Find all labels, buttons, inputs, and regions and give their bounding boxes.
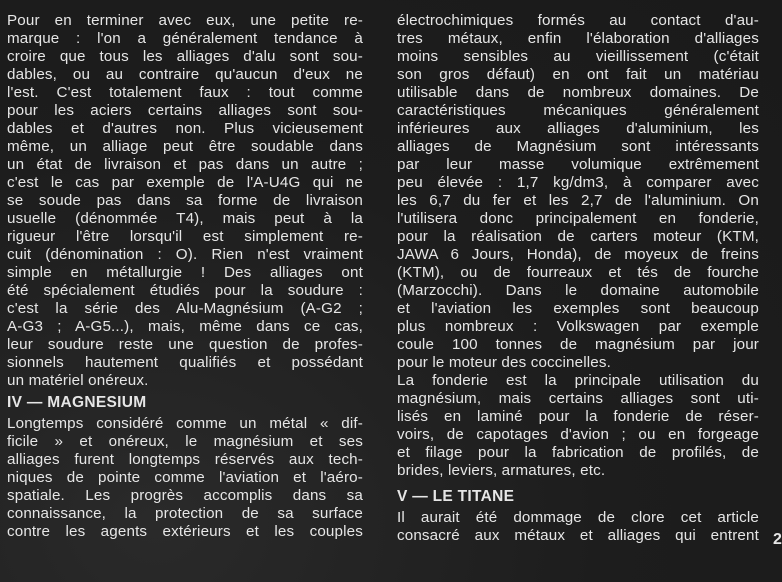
text-line: plus nombreux : Volkswagen par exemple xyxy=(397,318,759,335)
text-line: voirs, de capotages d'avion ; ou en forgeage xyxy=(397,426,759,443)
paragraph-titane-intro xyxy=(397,509,759,545)
text-line: et filage pour la fabrication de profilés, de xyxy=(397,444,759,461)
paragraph-aluminium-welding xyxy=(7,12,363,390)
text-line: moins sensibles au vieillissement (c'était xyxy=(397,48,759,65)
text-line: magnésium, mais certains alliages sont uti- xyxy=(397,390,759,407)
text-line: l'utilisera donc principalement en fonderie, xyxy=(397,210,759,227)
text-line: contre les agents extérieurs et les couples xyxy=(7,523,363,540)
text-line: caractéristiques mécaniques généralement xyxy=(397,102,759,119)
paragraph-magnesium-intro xyxy=(7,415,363,541)
text-line: dables et d'autres non. Plus vicieusement xyxy=(7,120,363,137)
text-line: électrochimiques formés au contact d'au- xyxy=(397,12,759,29)
section-heading-titane: V — LE TITANE xyxy=(397,488,515,505)
text-line: leur soudure reste une question de profes- xyxy=(7,336,363,353)
text-line: les 6,7 du fer et les 2,7 de l'aluminium. On xyxy=(397,192,759,209)
text-line: Il aurait été dommage de clore cet article xyxy=(397,509,759,526)
text-line: connaissance, la protection de sa surface xyxy=(7,505,363,522)
text-line: dables, ou au contraire qu'aucun d'eux ne xyxy=(7,66,363,83)
text-line: peu élevée : 1,7 kg/dm3, à comparer avec xyxy=(397,174,759,191)
text-line: alliages de Magnésium sont intéressants xyxy=(397,138,759,155)
text-line: rigueur l'être lorsqu'il est simplement re- xyxy=(7,228,363,245)
text-line: lisés en laminé pour la fonderie de réser- xyxy=(397,408,759,425)
text-line: A-G3 ; A-G5...), mais, même dans ce cas, xyxy=(7,318,363,335)
text-line: sionnels hautement qualifiés et possédant xyxy=(7,354,363,371)
text-line: niques de pointe comme l'aviation et l'aéro- xyxy=(7,469,363,486)
text-line: La fonderie est la principale utilisation du xyxy=(397,372,759,389)
text-line: utilisable dans de nombreux domaines. De xyxy=(397,84,759,101)
text-line: cuit (dénomination : O). Rien n'est vraiment xyxy=(7,246,363,263)
text-line: même, un alliage peut être soudable dans xyxy=(7,138,363,155)
text-line: c'est la série des Alu-Magnésium (A-G2 ; xyxy=(7,300,363,317)
text-line: (Marzocchi). Dans le domaine automobile xyxy=(397,282,759,299)
text-line: JAWA 6 Jours, Honda), de moyeux de freins xyxy=(397,246,759,263)
text-line: un matériel onéreux. xyxy=(7,372,149,389)
text-line: inférieures aux alliages d'aluminium, les xyxy=(397,120,759,137)
text-line: alliages furent longtemps réservés aux tech- xyxy=(7,451,363,468)
section-heading-magnesium: IV — MAGNESIUM xyxy=(7,394,147,411)
text-line: un état de livraison et pas dans un autre ; xyxy=(7,156,363,173)
right-column xyxy=(397,12,759,545)
text-line: consacré aux métaux et alliages qui entrent xyxy=(397,527,759,544)
text-line: Longtemps considéré comme un métal « dif- xyxy=(7,415,363,432)
paragraph-magnesium-uses xyxy=(397,372,759,480)
text-line: tres métaux, enfin l'élaboration d'alliages xyxy=(397,30,759,47)
text-line: marque : l'on a généralement tendance à xyxy=(7,30,363,47)
text-line: ficile » et onéreux, le magnésium et ses xyxy=(7,433,363,450)
paragraph-magnesium-properties xyxy=(397,12,759,372)
text-line: spatiale. Les progrès accomplis dans sa xyxy=(7,487,363,504)
text-line: par leur masse volumique extrêmement xyxy=(397,156,759,173)
text-line: pour les aciers certains alliages sont sou- xyxy=(7,102,363,119)
text-line: Pour en terminer avec eux, une petite re- xyxy=(7,12,363,29)
text-line: son gros défaut) en ont fait un matériau xyxy=(397,66,759,83)
text-line: se soude pas dans sa forme de livraison xyxy=(7,192,363,209)
text-line: coule 100 tonnes de magnésium par jour xyxy=(397,336,759,353)
text-line: croire que tous les alliages d'alu sont sou- xyxy=(7,48,363,65)
text-line: l'est. C'est totalement faux : tout comme xyxy=(7,84,363,101)
text-line: pour le moteur des coccinelles. xyxy=(397,354,612,371)
text-line: pour la réalisation de carters moteur (KTM, xyxy=(397,228,759,245)
text-line: brides, leviers, armatures, etc. xyxy=(397,462,606,479)
text-line: (KTM), ou de fourreaux et tés de fourche xyxy=(397,264,759,281)
text-line: usuelle (dénommée T4), mais peut à la xyxy=(7,210,363,227)
text-line: été spécialement étudiés pour la soudure : xyxy=(7,282,363,299)
text-line: c'est le cas par exemple de l'A-U4G qui ne xyxy=(7,174,363,191)
text-line: simple en métallurgie ! Des alliages ont xyxy=(7,264,363,281)
left-column xyxy=(7,12,363,541)
text-line: et l'aviation les exemples sont beaucoup xyxy=(397,300,759,317)
page-number: 2 xyxy=(773,531,782,548)
